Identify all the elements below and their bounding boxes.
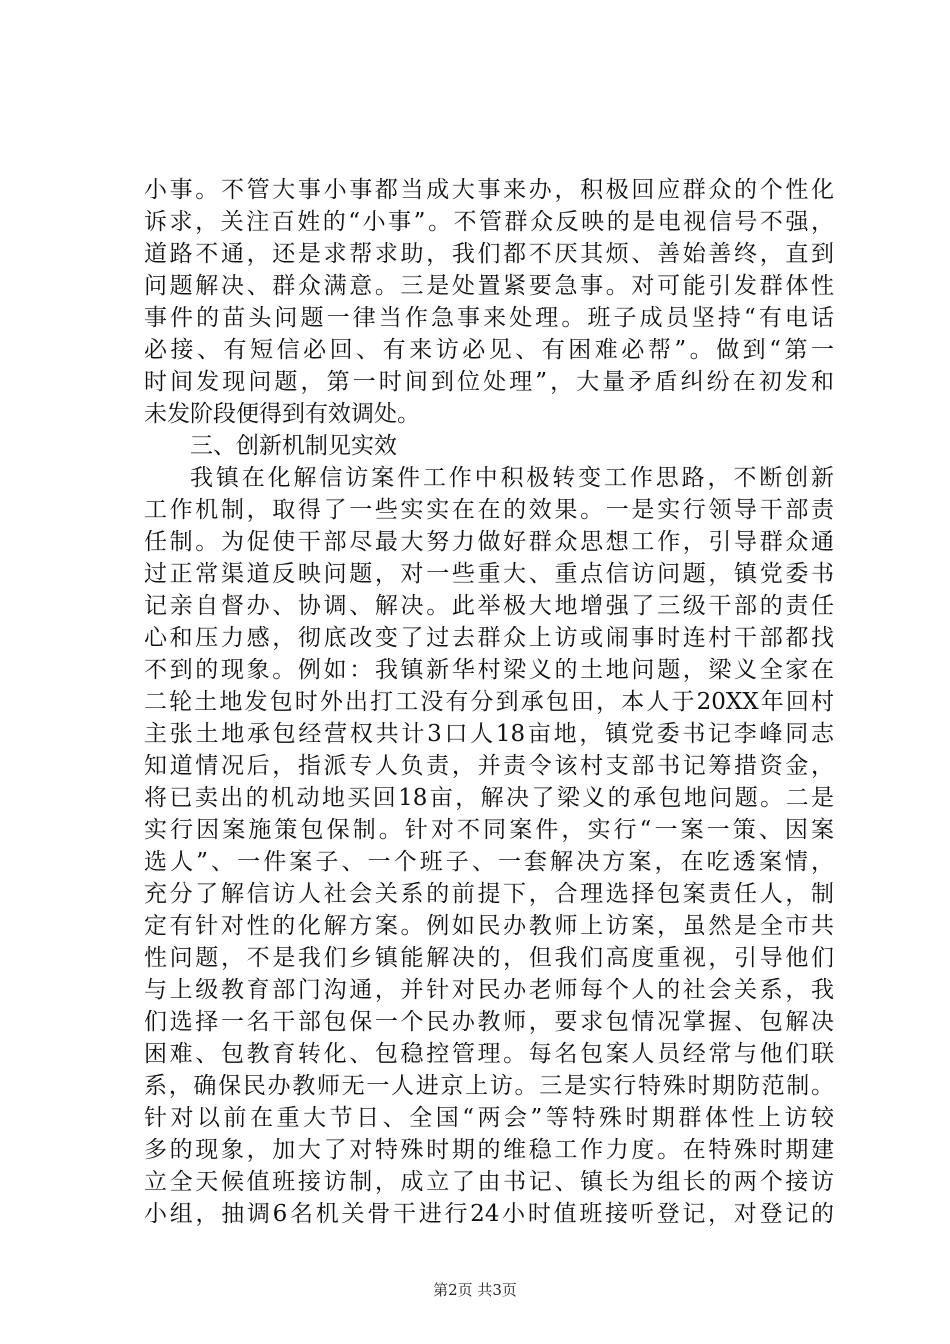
text-line: 与上级教育部门沟通，并针对民办老师每个人的社会关系，我 [144,977,834,1003]
text-line: 困难、包教育转化、包稳控管理。每名包案人员经常与他们联 [144,1041,834,1067]
text-line: 们选择一名干部包保一个民办教师，要求包情况掌握、包解决 [144,1009,834,1035]
text-line: 记亲自督办、协调、解决。此举极大地增强了三级干部的责任 [144,593,834,619]
text-line: 充分了解信访人社会关系的前提下，合理选择包案责任人，制 [144,881,834,907]
text-line: 定有针对性的化解方案。例如民办教师上访案，虽然是全市共 [144,913,834,939]
text-line: 心和压力感，彻底改变了过去群众上访或闹事时连村干部都找 [144,625,834,651]
text-line: 事件的苗头问题一律当作急事来处理。班子成员坚持“有电话 [144,305,834,331]
text-line: 问题解决、群众满意。三是处置紧要急事。对可能引发群体性 [144,273,834,299]
text-line: 二轮土地发包时外出打工没有分到承包田，本人于20XX年回村 [144,689,834,715]
text-line: 不到的现象。例如：我镇新华村梁义的土地问题，梁义全家在 [144,657,834,683]
document-body [144,174,834,1230]
text-line: 任制。为促使干部尽最大努力做好群众思想工作，引导群众通 [144,529,834,555]
text-line: 系，确保民办教师无一人进京上访。三是实行特殊时期防范制。 [144,1073,834,1099]
text-line: 三、创新机制见实效 [190,433,397,459]
text-line: 针对以前在重大节日、全国“两会”等特殊时期群体性上访较 [144,1105,834,1131]
text-line: 道路不通，还是求帮求助，我们都不厌其烦、善始善终，直到 [144,241,834,267]
text-line: 工作机制，取得了一些实实在在的效果。一是实行领导干部责 [144,497,834,523]
text-line: 知道情况后，指派专人负责，并责令该村支部书记筹措资金， [144,753,834,779]
text-line: 小事。不管大事小事都当成大事来办，积极回应群众的个性化 [144,177,834,203]
text-line: 过正常渠道反映问题，对一些重大、重点信访问题，镇党委书 [144,561,834,587]
text-line: 诉求，关注百姓的“小事”。不管群众反映的是电视信号不强， [144,209,834,235]
text-line: 必接、有短信必回、有来访必见、有困难必帮”。做到“第一 [144,337,834,363]
text-line: 时间发现问题，第一时间到位处理”，大量矛盾纠纷在初发和 [144,369,834,395]
text-line: 性问题，不是我们乡镇能解决的，但我们高度重视，引导他们 [144,945,834,971]
text-line: 多的现象，加大了对特殊时期的维稳工作力度。在特殊时期建 [144,1137,834,1163]
page-footer: 第2页 共3页 [433,1281,517,1299]
text-line: 未发阶段便得到有效调处。 [144,401,420,427]
text-line: 主张土地承包经营权共计3口人18亩地，镇党委书记李峰同志 [144,721,834,747]
text-line: 将已卖出的机动地买回18亩，解决了梁义的承包地问题。二是 [144,785,834,811]
text-line: 立全天候值班接访制，成立了由书记、镇长为组长的两个接访 [144,1169,834,1195]
text-line: 小组，抽调6名机关骨干进行24小时值班接听登记，对登记的 [144,1201,834,1227]
text-line: 实行因案施策包保制。针对不同案件，实行“一案一策、因案 [144,817,834,843]
text-line: 我镇在化解信访案件工作中积极转变工作思路，不断创新 [190,465,834,491]
text-line: 选人”、一件案子、一个班子、一套解决方案，在吃透案情， [144,849,834,875]
